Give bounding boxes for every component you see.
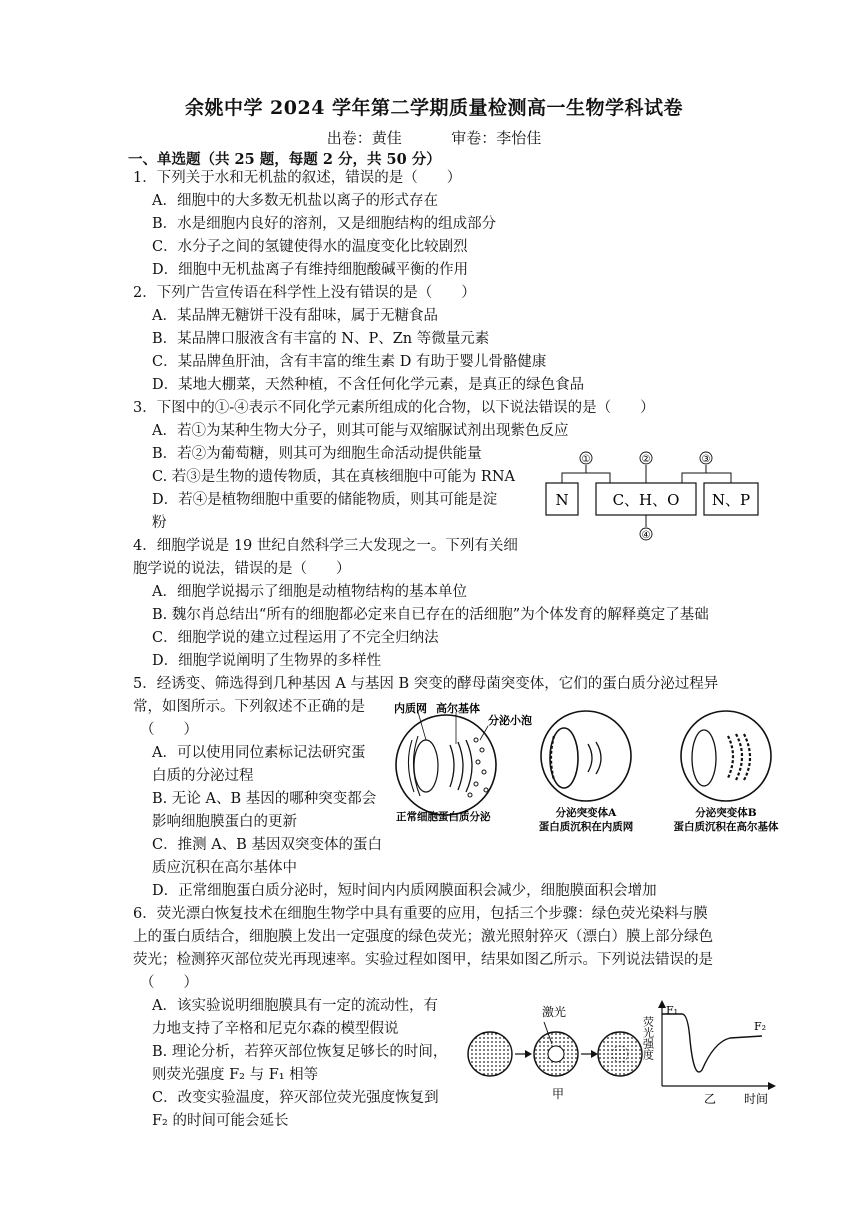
q4-option-a: A．细胞学说揭示了细胞是动植物结构的基本单位 xyxy=(152,584,467,600)
box-cho-label: C、H、O xyxy=(612,491,680,509)
x-axis-label: 时间 xyxy=(744,1092,769,1106)
caption-a-2: 蛋白质沉积在内质网 xyxy=(538,821,634,833)
caption-b-1: 分泌突变体B xyxy=(695,807,757,819)
circle-2-label: ② xyxy=(641,454,651,465)
q3-element-diagram xyxy=(540,445,765,545)
q1-option-a: A．细胞中的大多数无机盐以离子的形式存在 xyxy=(152,193,438,209)
caption-normal: 正常细胞蛋白质分泌 xyxy=(396,811,491,823)
q6-option-b-2: 则荧光强度 F₂ 与 F₁ 相等 xyxy=(152,1067,319,1083)
q6-option-c-1: C．改变实验温度，猝灭部位荧光强度恢复到 xyxy=(152,1090,439,1106)
jia-label: 甲 xyxy=(551,1087,565,1101)
circle-3-label: ③ xyxy=(701,454,711,465)
q5-option-c-1: C．推测 A、B 基因双突变体的蛋白 xyxy=(152,837,382,853)
setter-label: 出卷：黄佳 xyxy=(326,129,402,147)
caption-b-2: 蛋白质沉积在高尔基体 xyxy=(673,821,779,833)
q3-stem: 3．下图中的①-④表示不同化学元素所组成的化合物，以下说法错误的是（ ） xyxy=(133,400,655,416)
q1-stem: 1．下列关于水和无机盐的叙述，错误的是（ ） xyxy=(133,170,462,186)
q3-option-c: C. 若③是生物的遗传物质，其在真核细胞中可能为 RNA xyxy=(152,469,515,485)
q3-option-b: B．若②为葡萄糖，则其可为细胞生命活动提供能量 xyxy=(152,446,482,462)
q5-option-c-2: 质应沉积在高尔基体中 xyxy=(152,860,297,876)
label-vesicle: 分泌小泡 xyxy=(488,714,532,727)
f1-label: F₁ xyxy=(666,1004,679,1017)
caption-a-1: 分泌突变体A xyxy=(555,807,617,819)
q1-option-c: C．水分子之间的氢键使得水的温度变化比较剧烈 xyxy=(152,239,468,255)
q2-option-c: C．某品牌鱼肝油，含有丰富的维生素 D 有助于婴儿骨骼健康 xyxy=(152,354,547,370)
box-n-label: N xyxy=(555,491,569,509)
q2-option-d: D．某地大棚菜，天然种植，不含任何化学元素，是真正的绿色食品 xyxy=(152,377,585,393)
q4-option-b: B. 魏尔肖总结出“所有的细胞都必定来自已存在的活细胞”为个体发育的解释奠定了基础 xyxy=(152,607,709,623)
page-title: 余姚中学 2024 学年第二学期质量检测高一生物学科试卷 xyxy=(184,97,684,119)
author-line xyxy=(0,127,868,148)
reviewer-label: 审卷：李怡佳 xyxy=(451,129,542,147)
y-axis-label: 荧光强度 xyxy=(641,1016,655,1060)
q3-option-d-cont: 粉 xyxy=(152,515,167,531)
laser-label: 激光 xyxy=(542,1005,567,1019)
q5-option-a-2: 白质的分泌过程 xyxy=(152,768,254,784)
q2-option-a: A．某品牌无糖饼干没有甜味，属于无糖食品 xyxy=(152,308,438,324)
q6-stem-3: 荧光；检测猝灭部位荧光再现速率。实验过程如图甲，结果如图乙所示。下列说法错误的是 xyxy=(133,952,713,968)
q6-frap-figure xyxy=(462,1000,782,1112)
circle-4-label: ④ xyxy=(641,530,651,541)
box-np-label: N、P xyxy=(711,491,751,509)
section-heading: 一、单选题（共 25 题，每题 2 分，共 50 分） xyxy=(128,151,441,168)
q6-option-b-1: B. 理论分析，若猝灭部位恢复足够长的时间， xyxy=(152,1044,448,1060)
q6-stem-4: （ ） xyxy=(140,975,198,991)
q6-option-a-1: A．该实验说明细胞膜具有一定的流动性，有 xyxy=(152,998,438,1014)
q6-option-c-2: F₂ 的时间可能会延长 xyxy=(152,1113,289,1129)
q5-secretion-figure xyxy=(388,700,798,835)
q5-stem-3: （ ） xyxy=(140,722,198,738)
q5-stem-2: 常，如图所示。下列叙述不正确的是 xyxy=(133,699,365,715)
mutant-a-cell xyxy=(541,711,631,801)
q2-stem: 2．下列广告宣传语在科学性上没有错误的是（ ） xyxy=(133,285,476,301)
label-golgi: 高尔基体 xyxy=(436,702,480,715)
yi-label: 乙 xyxy=(704,1092,717,1106)
label-er: 内质网 xyxy=(394,702,427,715)
q4-stem-1: 4．细胞学说是 19 世纪自然科学三大发现之一。下列有关细 xyxy=(133,538,518,554)
q2-option-b: B．某品牌口服液含有丰富的 N、P、Zn 等微量元素 xyxy=(152,331,490,347)
fluorescence-curve xyxy=(662,1014,762,1072)
q4-stem-2: 胞学说的说法，错误的是（ ） xyxy=(133,561,351,577)
q1-option-b: B．水是细胞内良好的溶剂，又是细胞结构的组成部分 xyxy=(152,216,497,232)
q6-stem-2: 上的蛋白质结合，细胞膜上发出一定强度的绿色荧光；激光照射猝灭（漂白）膜上部分绿色 xyxy=(133,929,713,945)
q4-option-c: C．细胞学说的建立过程运用了不完全归纳法 xyxy=(152,630,439,646)
q5-option-b-2: 影响细胞膜蛋白的更新 xyxy=(152,814,297,830)
q5-option-a-1: A．可以使用同位素标记法研究蛋 xyxy=(152,745,366,761)
q4-option-d: D．细胞学说阐明了生物界的多样性 xyxy=(152,653,382,669)
q3-option-a: A．若①为某种生物大分子，则其可能与双缩脲试剂出现紫色反应 xyxy=(152,423,569,439)
normal-cell xyxy=(396,712,496,815)
q5-stem-1: 5．经诱变、筛选得到几种基因 A 与基因 B 突变的酵母菌突变体，它们的蛋白质分泌过程异 xyxy=(133,676,719,692)
frap-cell-1 xyxy=(468,1032,512,1076)
q3-option-d: D．若④是植物细胞中重要的储能物质，则其可能是淀 xyxy=(152,492,498,508)
q5-option-d: D．正常细胞蛋白质分泌时，短时间内内质网膜面积会减少，细胞膜面积会增加 xyxy=(152,883,657,899)
circle-1-label: ① xyxy=(581,454,591,465)
bleach-spot xyxy=(548,1046,564,1062)
q1-option-d: D．细胞中无机盐离子有维持细胞酸碱平衡的作用 xyxy=(152,262,469,278)
q5-option-b-1: B. 无论 A、B 基因的哪种突变都会 xyxy=(152,791,377,807)
mutant-b-cell xyxy=(681,711,771,801)
q6-stem-1: 6．荧光漂白恢复技术在细胞生物学中具有重要的应用，包括三个步骤：绿色荧光染料与膜 xyxy=(133,906,708,922)
f2-label: F₂ xyxy=(754,1020,767,1033)
q6-option-a-2: 力地支持了辛格和尼克尔森的模型假说 xyxy=(152,1021,399,1037)
